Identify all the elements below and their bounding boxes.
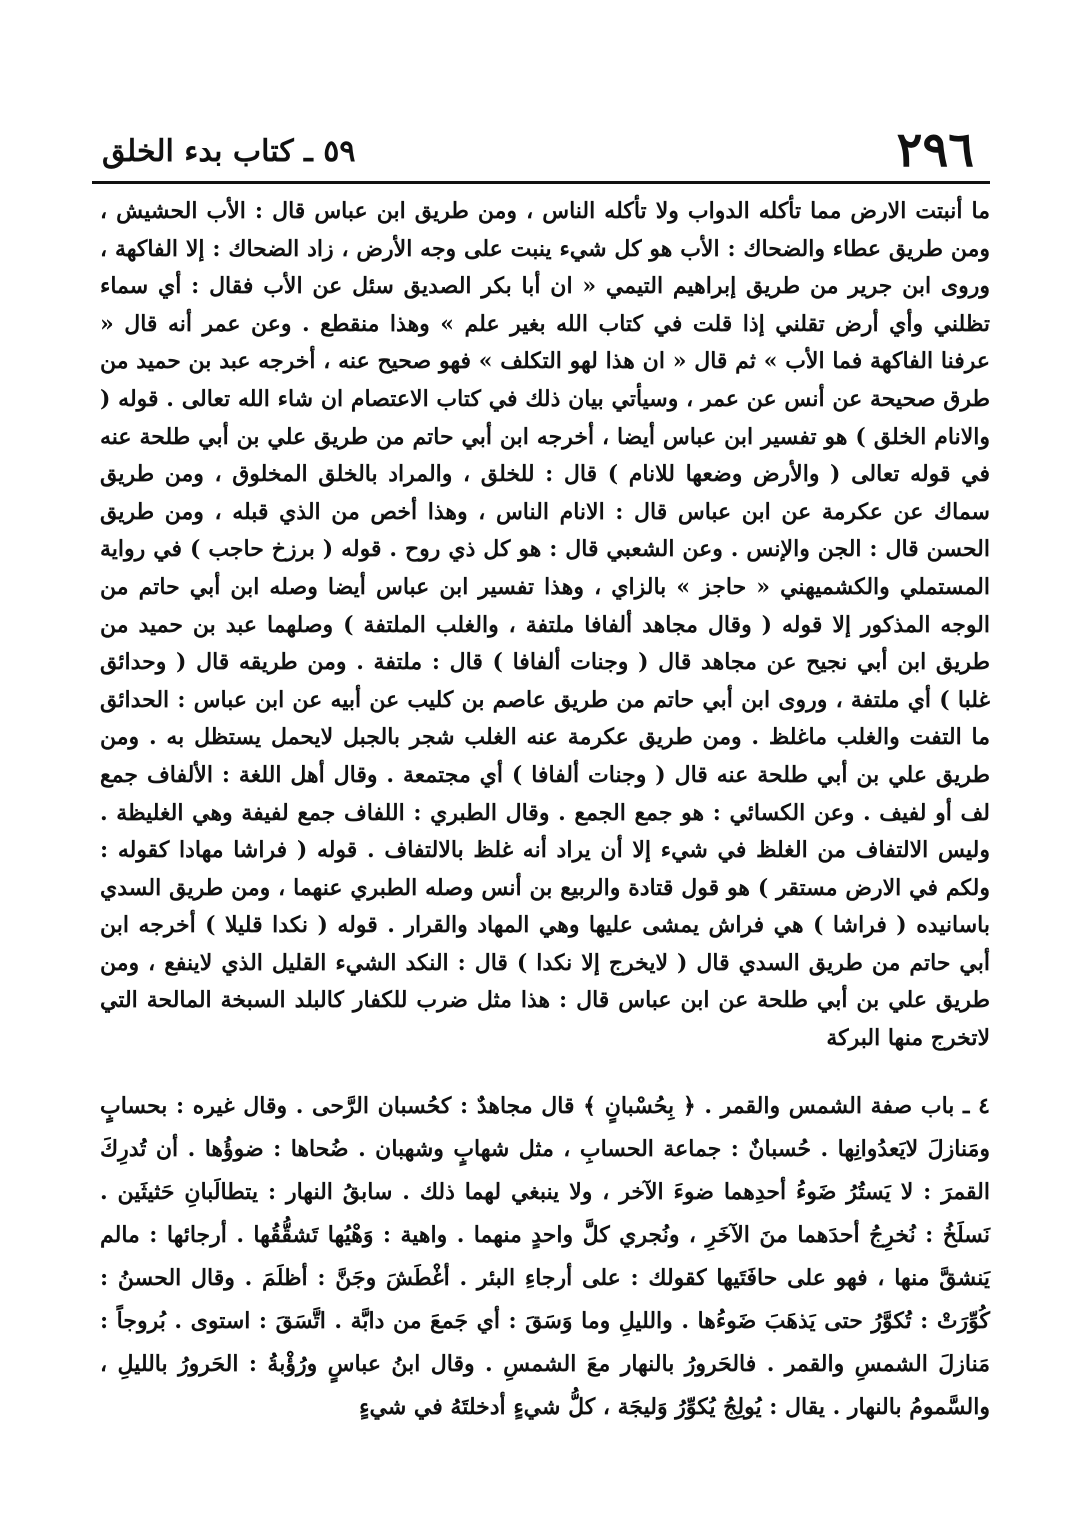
header-rule xyxy=(92,181,990,184)
page-number: ٢٩٦ xyxy=(896,122,974,178)
running-title: ٥٩ ـ كتاب بدء الخلق xyxy=(102,134,356,169)
commentary-paragraph: ما أنبتت الارض مما تأكله الدواب ولا تأكله الناس ، ومن طريق ابن عباس قال : الأب الحشيش ، ومن طريق عطاء والضحاك : الأب هو كل شيء ينبت على وجه الأرض ، زاد الضحاك : إلا الفاكهة ، وروى ابن جرير من طريق إبراهيم التيمي « ان أبا بكر الصديق سئل عن الأب فقال : أي سماء تظلني وأي أرض تقلني إذا قلت في كتاب الله بغير علم » وهذا منقطع . وعن عمر أنه قال « عرفنا الفاكهة فما الأب » ثم قال « ان هذا لهو التكلف » فهو صحيح عنه ، أخرجه عبد بن حميد من طرق صحيحة عن أنس عن عمر ، وسيأتي بيان ذلك في كتاب الاعتصام ان شاء الله تعالى . قوله ( والانام الخلق ) هو تفسير ابن عباس أيضا ، أخرجه ابن أبي حاتم من طريق علي بن أبي طلحة عنه في قوله تعالى ( والأرض وضعها للانام ) قال : للخلق ، والمراد بالخلق المخلوق ، ومن طريق سماك عن عكرمة عن ابن عباس قال : الانام الناس ، وهذا أخص من الذي قبله ، ومن طريق الحسن قال : الجن والإنس . وعن الشعبي قال : هو كل ذي روح . قوله ( برزخ حاجب ) في رواية المستملي والكشميهني « حاجز » بالزاي ، وهذا تفسير ابن عباس أيضا وصله ابن أبي حاتم من الوجه المذكور إلا قوله ( وقال مجاهد ألفافا ملتفة ، والغلب الملتفة ) وصلهما عبد بن حميد من طريق ابن أبي نجيح عن مجاهد قال ( وجنات ألفافا ) قال : ملتفة . ومن طريقه قال ( وحدائق غلبا ) أي ملتفة ، وروى ابن أبي حاتم من طريق عاصم بن كليب عن أبيه عن ابن عباس : الحدائق ما التفت والغلب ماغلظ . ومن طريق عكرمة عنه الغلب شجر بالجبل لايحمل يستظل به . ومن طريق علي بن أبي طلحة عنه قال ( وجنات ألفافا ) أي مجتمعة . وقال أهل اللغة : الألفاف جمع لف أو لفيف . وعن الكسائي : هو جمع الجمع . وقال الطبري : اللفاف جمع لفيفة وهي الغليظة . وليس الالتفاف من الغلظ في شيء إلا أن يراد أنه غلظ بالالتفاف . قوله ( فراشا مهادا كقوله : ولكم في الارض مستقر ) هو قول قتادة والربيع بن أنس وصله الطبري عنهما ، ومن طريق السدي باسانيده ( فراشا ) هي فراش يمشى عليها وهي المهاد والقرار . قوله ( نكدا قليلا ) أخرجه ابن أبي حاتم من طريق السدي قال ( لايخرج إلا نكدا ) قال : النكد الشيء القليل الذي لاينفع ، ومن طريق علي بن أبي طلحة عن ابن عباس قال : هذا مثل ضرب للكفار كالبلد السبخة المالحة التي لاتخرج منها البركة xyxy=(100,198,990,1052)
chapter-section xyxy=(100,1085,990,1429)
page-header xyxy=(92,120,990,180)
commentary-text xyxy=(100,193,990,1058)
chapter-paragraph: ٤ ـ باب صفة الشمس والقمر . ﴿ بِحُسْبانٍ ﴾ قال مجاهدٌ : كحُسبان الرَّحى . وقال غيره : بحسابٍ ومَنازلَ لايَعدُوانِها . حُسبانٌ : جماعة الحسابِ ، مثل شهابٍ وشهبان . ضُحاها : ضوؤُها . أن تُدرِكَ القمرَ : لا يَستُرُ ضَوءُ أحدِهما ضوءَ الآخر ، ولا ينبغي لهما ذلك . سابقُ النهار : يتطالَبانِ حَثيثَين . نَسلَخُ : نُخرِجُ أحدَهما منَ الآخَرِ ، ونُجري كلَّ واحدٍ منهما . واهية : وَهْيُها تَشقُّقُها . أرجائها : مالم يَنشقَّ منها ، فهو على حافَتَيها كقولك : على أرجاءِ البئر . أغْطَشَ وجَنَّ : أظلَمَ . وقال الحسنُ : كُوِّرَتْ : تُكوَّرُ حتى يَذهَبَ ضَوءُها . والليلِ وما وَسَقَ : أي جَمعَ من دابَّة . اتَّسَقَ : استوى . بُروجاً : مَنازلَ الشمسِ والقمر . فالحَرورُ بالنهار معَ الشمسِ . وقال ابنُ عباسٍ ورُؤْبةُ : الحَرورُ بالليلِ ، والسَّمومُ بالنهار . يقال : يُولِجُ يُكوِّرُ وَليجَة ، كلُّ شيءٍ أدخلتَهُ في شيءٍ xyxy=(100,1093,990,1420)
